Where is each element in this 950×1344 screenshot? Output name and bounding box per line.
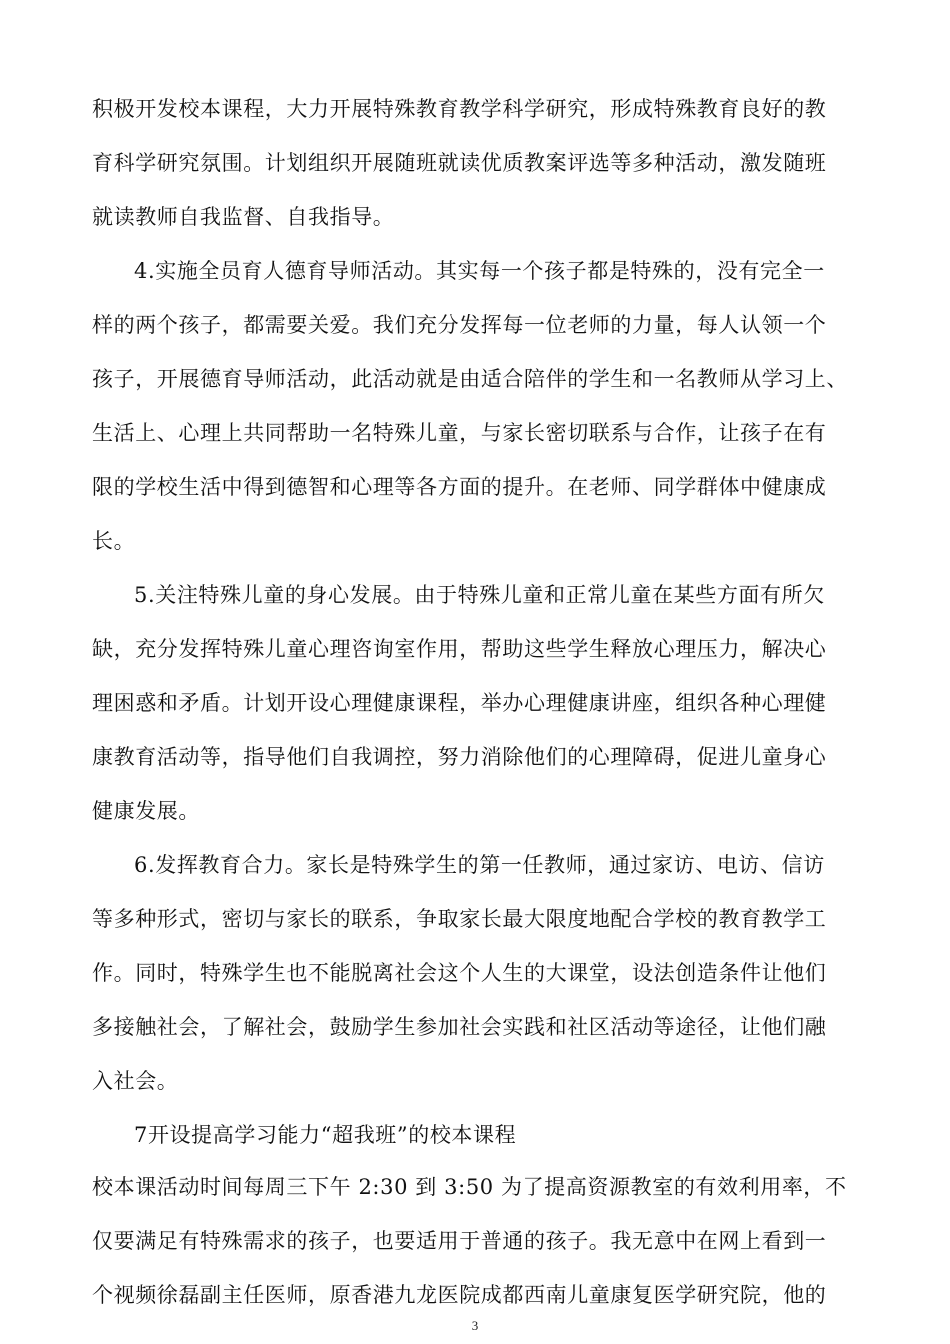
text-line: 等多种形式，密切与家长的联系，争取家长最大限度地配合学校的教育教学工 (92, 907, 827, 931)
text-line: 4.实施全员育人德育导师活动。其实每一个孩子都是特殊的，没有完全一 (134, 259, 825, 283)
text-line: 5.关注特殊儿童的身心发展。由于特殊儿童和正常儿童在某些方面有所欠 (134, 583, 825, 607)
section-heading: 7开设提高学习能力“超我班”的校本课程 (134, 1123, 517, 1147)
text-line: 校本课活动时间每周三下午 2:30 到 3:50 为了提高资源教室的有效利用率，不 (92, 1175, 847, 1199)
text-line: 康教育活动等，指导他们自我调控，努力消除他们的心理障碍，促进儿童身心 (92, 745, 827, 769)
text-line: 个视频徐磊副主任医师，原香港九龙医院成都西南儿童康复医学研究院，他的 (92, 1283, 827, 1307)
text-line: 样的两个孩子，都需要关爱。我们充分发挥每一位老师的力量，每人认领一个 (92, 313, 827, 337)
text-line: 6.发挥教育合力。家长是特殊学生的第一任教师，通过家访、电访、信访 (134, 853, 825, 877)
text-line: 作。同时，特殊学生也不能脱离社会这个人生的大课堂，设法创造条件让他们 (92, 961, 827, 985)
page-number: 3 (471, 1318, 479, 1333)
text-line: 健康发展。 (92, 799, 200, 823)
text-line: 多接触社会，了解社会，鼓励学生参加社会实践和社区活动等途径，让他们融 (92, 1015, 827, 1039)
text-line: 孩子，开展德育导师活动，此活动就是由适合陪伴的学生和一名教师从学习上、 (92, 367, 848, 391)
text-line: 理困惑和矛盾。计划开设心理健康课程，举办心理健康讲座，组织各种心理健 (92, 691, 827, 715)
text-line: 生活上、心理上共同帮助一名特殊儿童，与家长密切联系与合作，让孩子在有 (92, 421, 827, 445)
text-line: 就读教师自我监督、自我指导。 (92, 205, 395, 229)
text-line: 缺，充分发挥特殊儿童心理咨询室作用，帮助这些学生释放心理压力，解决心 (92, 637, 827, 661)
text-line: 长。 (92, 529, 136, 553)
text-line: 限的学校生活中得到德智和心理等各方面的提升。在老师、同学群体中健康成 (92, 475, 827, 499)
text-line: 入社会。 (92, 1069, 179, 1093)
text-line: 仅要满足有特殊需求的孩子，也要适用于普通的孩子。我无意中在网上看到一 (92, 1229, 827, 1253)
text-line: 积极开发校本课程，大力开展特殊教育教学科学研究，形成特殊教育良好的教 (92, 97, 827, 121)
text-line: 育科学研究氛围。计划组织开展随班就读优质教案评选等多种活动，激发随班 (92, 151, 827, 175)
